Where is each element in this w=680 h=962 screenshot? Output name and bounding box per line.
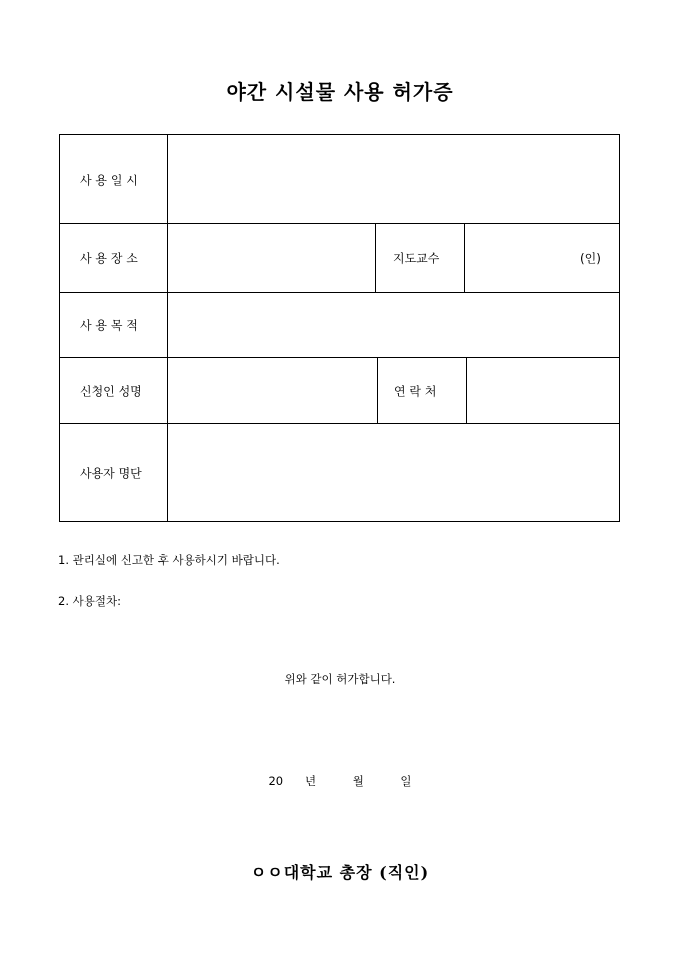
column-divider bbox=[167, 135, 168, 521]
seal-mark: (인) bbox=[580, 251, 601, 266]
row-divider bbox=[60, 423, 619, 424]
row-divider bbox=[60, 223, 619, 224]
usage-datetime-label: 사 용 일 시 bbox=[80, 173, 138, 188]
column-divider bbox=[466, 357, 467, 424]
column-divider bbox=[464, 223, 465, 293]
approval-date: 20 년 월 일 bbox=[268, 774, 412, 788]
issuer-signature: ㅇㅇ대학교 총장 (직인) bbox=[250, 863, 430, 882]
note-report-to-office: 1. 관리실에 신고한 후 사용하시기 바랍니다. bbox=[58, 553, 280, 567]
user-list-label: 사용자 명단 bbox=[80, 466, 142, 481]
permit-form-table bbox=[59, 134, 620, 522]
advisor-label: 지도교수 bbox=[393, 251, 440, 266]
usage-purpose-label: 사 용 목 적 bbox=[80, 318, 138, 333]
column-divider bbox=[377, 357, 378, 424]
note-usage-procedure: 2. 사용절차: bbox=[58, 594, 121, 608]
approval-statement: 위와 같이 허가합니다. bbox=[284, 672, 396, 686]
row-divider bbox=[60, 292, 619, 293]
column-divider bbox=[375, 223, 376, 293]
contact-label: 연 락 처 bbox=[394, 384, 437, 399]
usage-place-label: 사 용 장 소 bbox=[80, 251, 138, 266]
document-title: 야간 시설물 사용 허가증 bbox=[226, 80, 454, 104]
applicant-name-label: 신청인 성명 bbox=[80, 384, 142, 399]
row-divider bbox=[60, 357, 619, 358]
